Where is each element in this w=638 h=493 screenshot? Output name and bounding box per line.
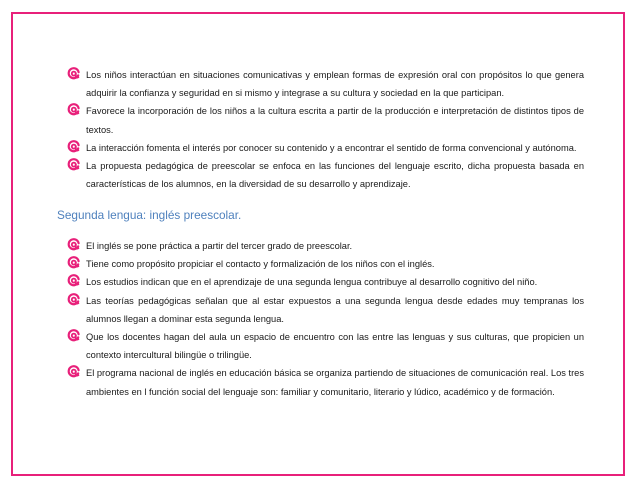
at-sign-bullet-icon — [66, 364, 82, 380]
list-item — [66, 328, 584, 364]
bullet-text: El inglés se pone práctica a partir del tercer grado de preescolar. — [86, 241, 353, 251]
bullet-text: Tiene como propósito propiciar el contacto y formalización de los niños con el inglés. — [86, 259, 435, 270]
list-item — [66, 273, 584, 291]
bullet-text: La propuesta pedagógica de preescolar se enfoca en las funciones del lenguaje escrito, dicha propuesta basada en características de los alumnos, en la diversidad de su desarrollo y aprendizaje. — [86, 161, 584, 190]
list-item — [66, 364, 584, 400]
bullet-text: Que los docentes hagan del aula un espacio de encuentro con las entre las lenguas y sus culturas, que propicien un contexto intercultural bilingüe o trilingüe. — [86, 332, 584, 361]
at-sign-bullet-icon — [66, 328, 82, 344]
list-item — [66, 255, 584, 273]
at-sign-bullet-icon — [66, 66, 82, 82]
list-item — [66, 66, 584, 102]
at-sign-bullet-icon — [66, 255, 82, 271]
at-sign-bullet-icon — [66, 292, 82, 308]
list-item — [66, 237, 584, 255]
bullet-list-2 — [66, 237, 584, 401]
at-sign-bullet-icon — [66, 237, 82, 253]
bullet-text: Los estudios indican que en el aprendizaje de una segunda lengua contribuye al desarrollo cognitivo del niño. — [86, 277, 538, 288]
bullet-text: Favorece la incorporación de los niños a la cultura escrita a partir de la producción e interpretación de distintos tipos de textos. — [86, 106, 584, 135]
at-sign-bullet-icon — [66, 139, 82, 155]
bullet-text: El programa nacional de inglés en educación básica se organiza partiendo de situaciones de comunicación real. Los tres ambientes en l función social del lenguaje son: familiar y comunitario, literario y lúdico, académico y de formación. — [86, 368, 584, 397]
list-item — [66, 157, 584, 193]
bullet-text: Las teorías pedagógicas señalan que al estar expuestos a una segunda lengua desde edades muy tempranas los alumnos llegan a dominar esta segunda lengua. — [86, 295, 584, 324]
list-item — [66, 292, 584, 328]
bullet-text: Los niños interactúan en situaciones comunicativas y emplean formas de expresión oral con propósitos lo que genera adquirir la confianza y seguridad en si mismo y integrase a su cultura y sociedad en la que participan. — [86, 70, 584, 99]
list-item — [66, 102, 584, 138]
at-sign-bullet-icon — [66, 157, 82, 173]
bullet-list-1 — [66, 66, 584, 193]
at-sign-bullet-icon — [66, 102, 82, 118]
at-sign-bullet-icon — [66, 273, 82, 289]
list-item — [66, 139, 584, 157]
bullet-text: La interacción fomenta el interés por conocer su contenido y a encontrar el sentido de forma convencional y autónoma. — [86, 142, 577, 153]
section-heading: Segunda lengua: inglés preescolar. — [57, 208, 242, 222]
